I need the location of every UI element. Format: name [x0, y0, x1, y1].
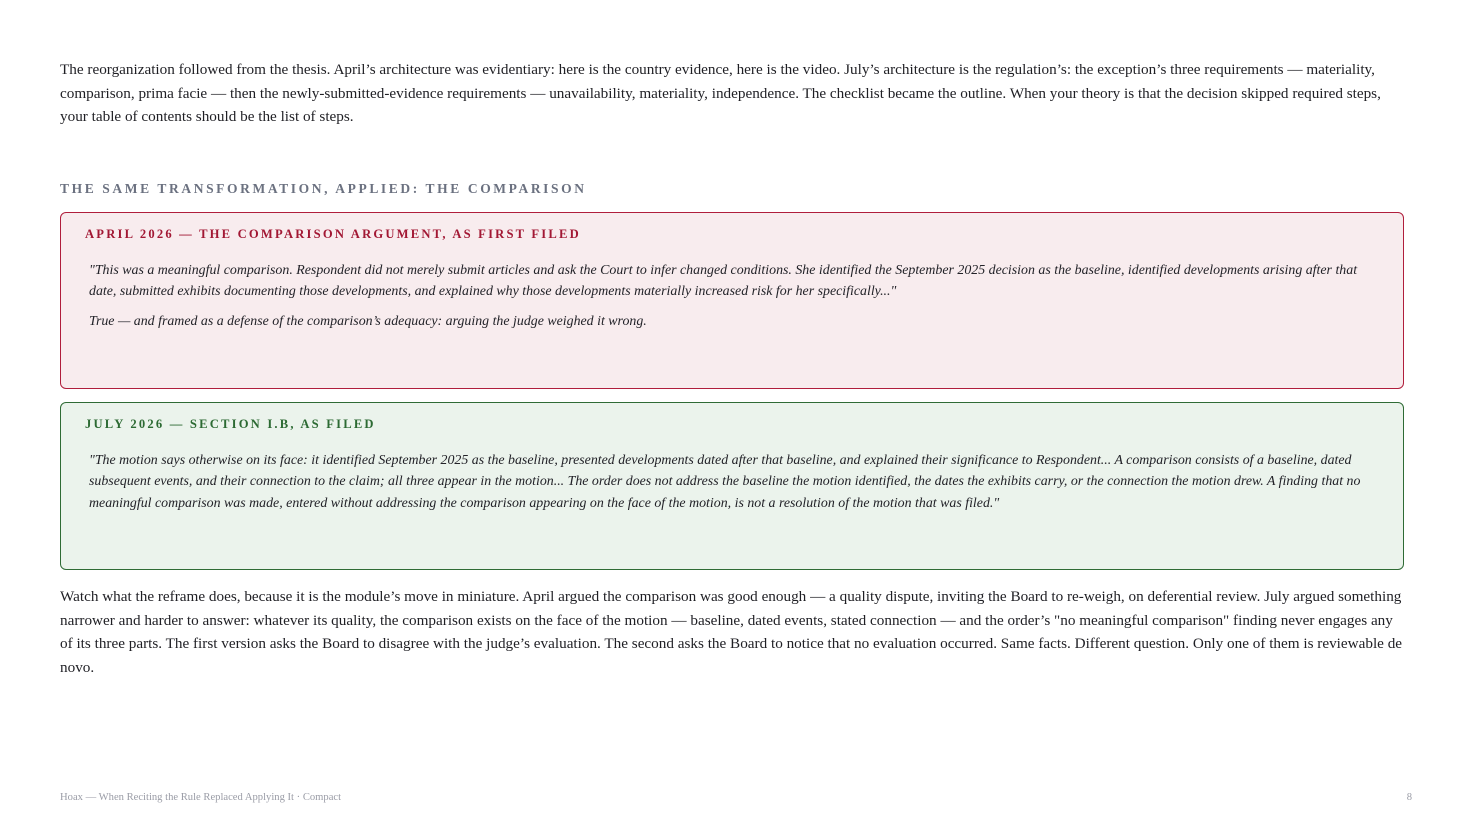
- document-page: [60, 0, 1412, 825]
- april-box-quote: "This was a meaningful comparison. Respondent did not merely submit articles and ask the Court to infer changed conditions. She identified the September 2025 decision as the baseline, identified developments arising after that date, submitted exhibits documenting those developments, and explained why those developments materially increased risk for her specifically...": [89, 263, 1358, 300]
- april-box-note: True — and framed as a defense of the comparison’s adequacy: arguing the judge weighed it wrong.: [89, 314, 647, 329]
- outro-paragraph: Watch what the reframe does, because it is the module’s move in miniature. April argued the comparison was good enough — a quality dispute, inviting the Board to re-weigh, on deferential review. July argued something narrower and harder to answer: whatever its quality, the comparison exists on the face of the motion — baseline, dated events, stated connection — and the order’s "no meaningful comparison" finding never engages any of its three parts. The first version asks the Board to disagree with the judge’s evaluation. The second asks the Board to notice that no evaluation occurred. Same facts. Different question. Only one of them is reviewable de novo.: [60, 588, 1403, 676]
- july-box-title: JULY 2026 — SECTION I.B, AS FILED: [85, 417, 376, 431]
- july-callout-box: [60, 402, 1404, 570]
- july-box-quote: "The motion says otherwise on its face: it identified September 2025 as the baseline, presented developments dated after that baseline, and explained their significance to Respondent... A comparison consists of a baseline, dated subsequent events, and their connection to the claim; all three appear in the motion... The order does not address the baseline the motion identified, the dates the exhibits carry, or the connection the motion drew. A finding that no meaningful comparison was made, entered without addressing the comparison appearing on the face of the motion, is not a resolution of the motion that was filed.": [89, 453, 1361, 511]
- section-heading: THE SAME TRANSFORMATION, APPLIED: THE COMPARISON: [60, 181, 587, 196]
- footer-title: Hoax — When Reciting the Rule Replaced Applying It · Compact: [60, 792, 342, 803]
- april-callout-box: [60, 212, 1404, 389]
- intro-paragraph: The reorganization followed from the thesis. April’s architecture was evidentiary: here is the country evidence, here is the video. July’s architecture is the regulation’s: the exception’s three requirements — materiality, comparison, prima facie — then the newly-submitted-evidence requirements — unavailability, materiality, independence. The checklist became the outline. When your theory is that the decision skipped required steps, your table of contents should be the list of steps.: [60, 61, 1381, 126]
- page-number: 8: [1406, 792, 1412, 803]
- april-box-title: APRIL 2026 — THE COMPARISON ARGUMENT, AS FIRST FILED: [85, 227, 581, 241]
